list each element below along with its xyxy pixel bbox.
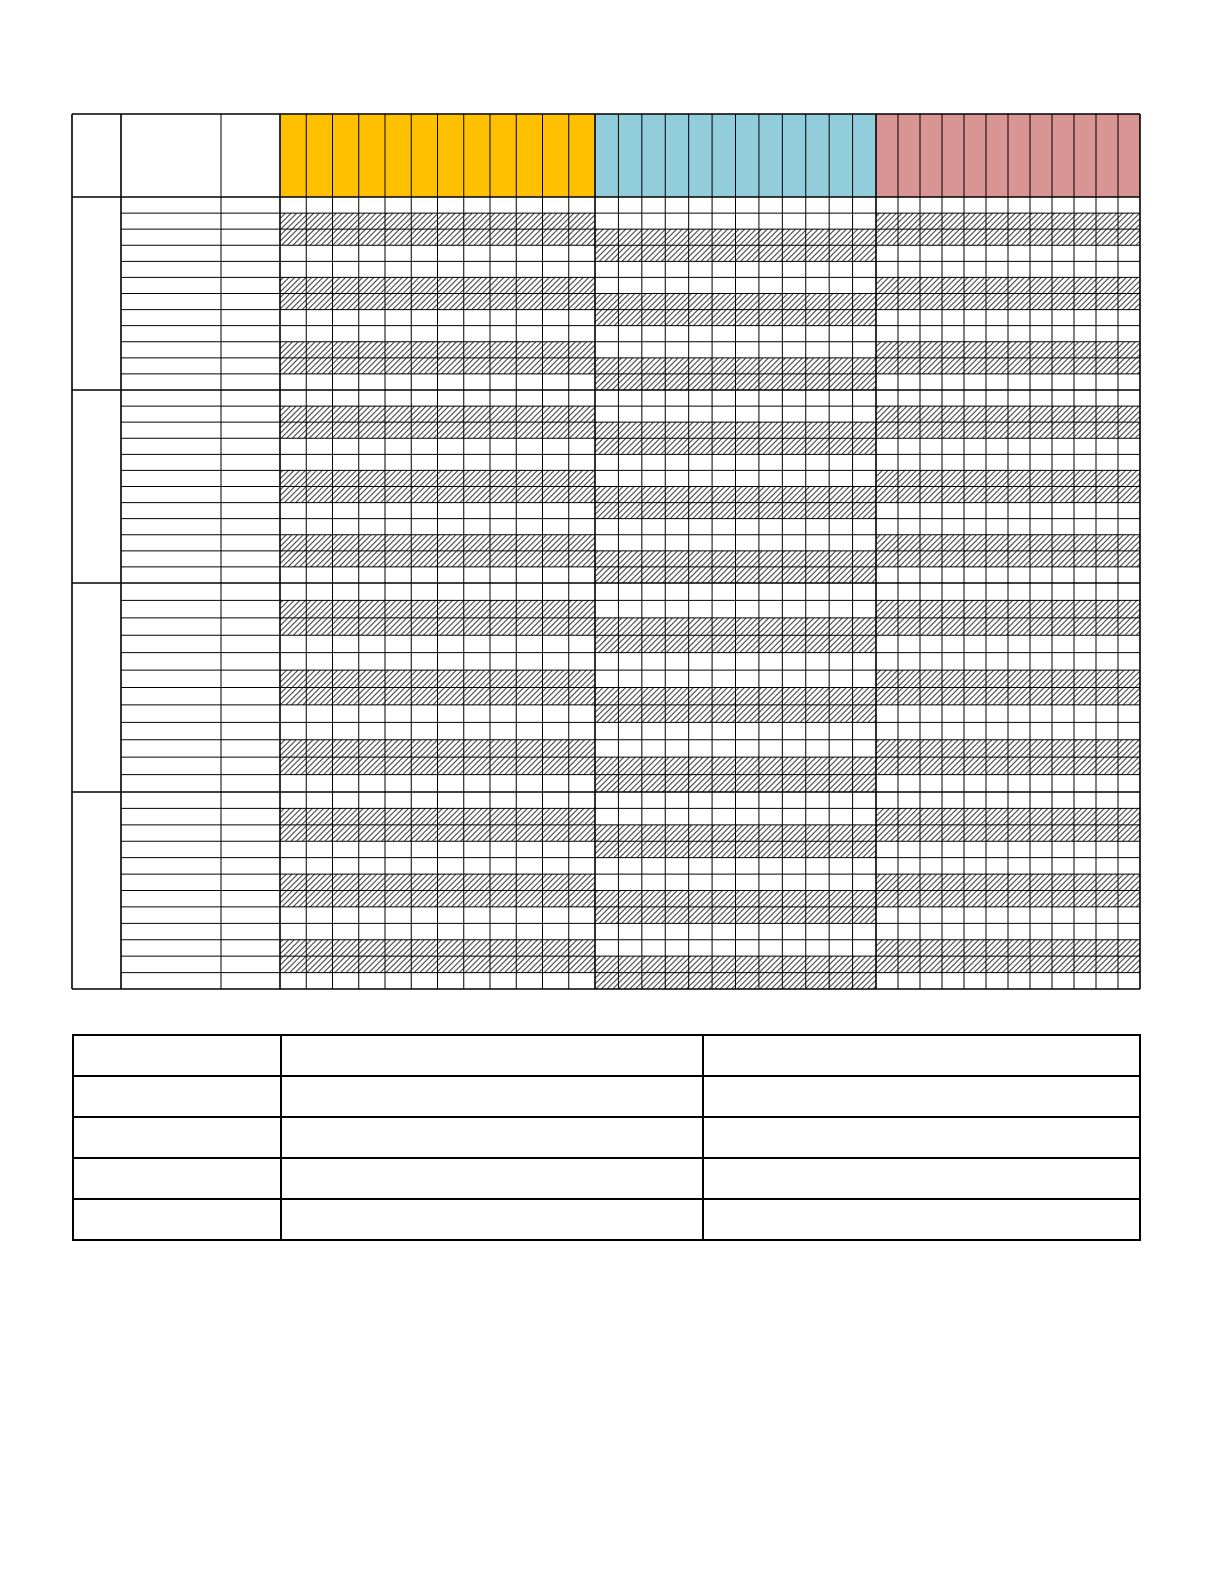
band-2-header-cell [665, 114, 688, 197]
summary-cell [703, 1158, 1140, 1199]
band-3-header-cell [1096, 114, 1118, 197]
band-2-header-cell [642, 114, 665, 197]
summary-cell [73, 1035, 281, 1076]
band-3-header-cell [964, 114, 986, 197]
summary-row [73, 1158, 1140, 1199]
band-3-header-cell [1030, 114, 1052, 197]
summary-row [73, 1035, 1140, 1076]
band-1-header-cell [411, 114, 437, 197]
summary-cell [281, 1158, 703, 1199]
band-2-header-cell [595, 114, 618, 197]
band-3-header-cell [1008, 114, 1030, 197]
band-1-header-cell [280, 114, 306, 197]
band-1-header-cell [490, 114, 516, 197]
band-1-header-cell [438, 114, 464, 197]
summary-cell [281, 1199, 703, 1240]
summary-cell [73, 1076, 281, 1117]
summary-cell [703, 1076, 1140, 1117]
band-2-header-cell [829, 114, 852, 197]
summary-table [72, 1034, 1141, 1241]
summary-cell [281, 1117, 703, 1158]
band-2-header-cell [736, 114, 759, 197]
band-1-header-cell [464, 114, 490, 197]
band-1-header-cell [333, 114, 359, 197]
band-2-header-cell [806, 114, 829, 197]
band-3-header-cell [920, 114, 942, 197]
band-2-header-cell [782, 114, 805, 197]
summary-cell [703, 1199, 1140, 1240]
band-3-header-cell [898, 114, 920, 197]
band-2-header-cell [853, 114, 876, 197]
band-1-header-cell [543, 114, 569, 197]
band-1-header-cell [516, 114, 542, 197]
band-1-header-cell [359, 114, 385, 197]
band-3-header-cell [942, 114, 964, 197]
summary-row [73, 1199, 1140, 1240]
band-3-header-cell [1074, 114, 1096, 197]
summary-cell [703, 1035, 1140, 1076]
summary-cell [281, 1076, 703, 1117]
band-3-header-cell [876, 114, 898, 197]
band-3-header-cell [986, 114, 1008, 197]
band-1-header-cell [569, 114, 595, 197]
band-2-header-cell [759, 114, 782, 197]
summary-cell [73, 1199, 281, 1240]
summary-cell [73, 1117, 281, 1158]
summary-row [73, 1117, 1140, 1158]
band-2-header-cell [712, 114, 735, 197]
summary-cell [281, 1035, 703, 1076]
summary-row [73, 1076, 1140, 1117]
band-2-header-cell [618, 114, 641, 197]
summary-cell [703, 1117, 1140, 1158]
summary-cell [73, 1158, 281, 1199]
band-3-header-cell [1118, 114, 1140, 197]
band-2-header-cell [689, 114, 712, 197]
band-1-header-cell [306, 114, 332, 197]
band-3-header-cell [1052, 114, 1074, 197]
band-1-header-cell [385, 114, 411, 197]
